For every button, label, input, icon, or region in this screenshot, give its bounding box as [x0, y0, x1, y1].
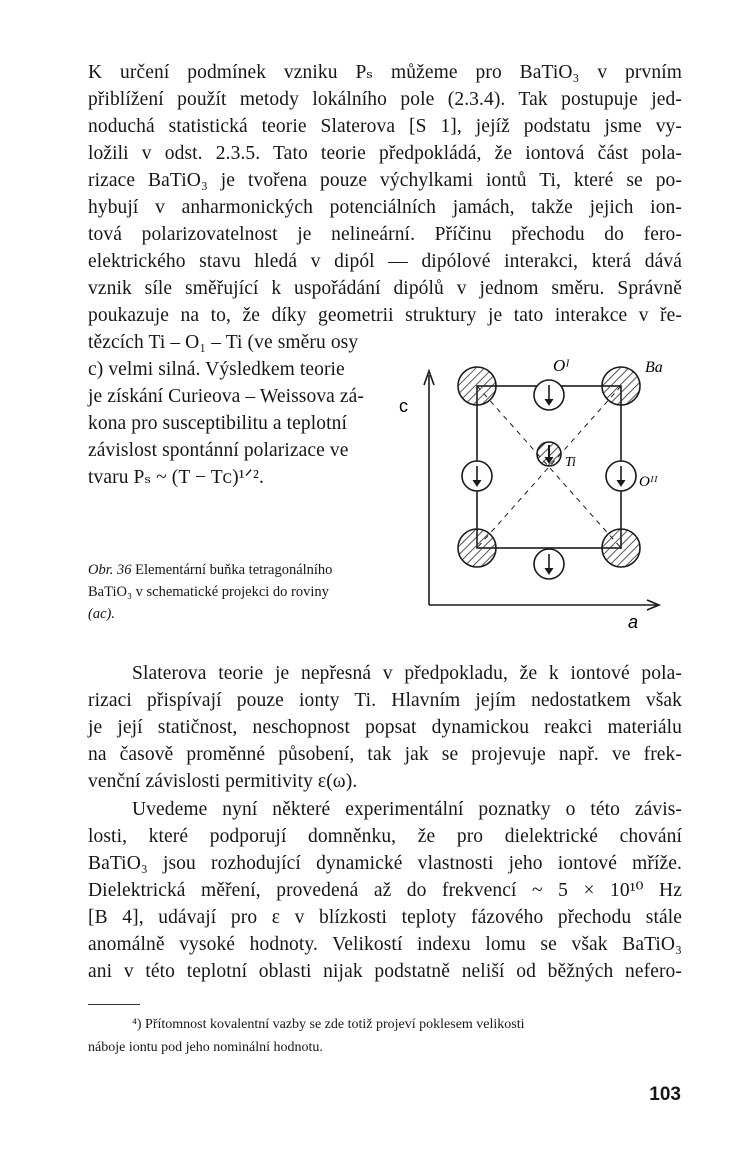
paragraph1-line: noduchá statistická teorie Slaterova [S 1], jejíž podstatu jsme vy- [88, 116, 682, 137]
footnote-line: ⁴) Přítomnost kovalentní vazby se zde totiž projeví poklesem velikosti [132, 1017, 525, 1032]
paragraph1-narrow-line: c) velmi silná. Výsledkem teorie [88, 359, 345, 380]
figure-caption-text: Elementární buňka tetragonálního [135, 562, 333, 578]
paragraph1-line: tová polarizovatelnost je nelineární. Příčinu přechodu do fero- [88, 224, 682, 245]
paragraph3-line: BaTiO₃ jsou rozhodující dynamické vlastnosti jeho iontové mříže. [88, 853, 682, 874]
paragraph1-line: hybují v anharmonických potenciálních jamách, takže jejich ion- [88, 197, 682, 218]
page-number: 103 [649, 1084, 681, 1105]
figure-caption-line: (ac). [88, 606, 115, 622]
label-ti: Ti [565, 455, 576, 470]
paragraph1-narrow-line: závislost spontánní polarizace ve [88, 440, 349, 461]
paragraph2-line: je její statičnost, neschopnost popsat dynamickou reakci materiálu [88, 717, 682, 738]
ba-atom [458, 529, 496, 567]
paragraph3-line: losti, které podporují domněnku, že pro dielektrické chování [88, 826, 682, 847]
paragraph1-line: K určení podmínek vzniku Pₛ můžeme pro BaTiO₃ v prvním [88, 62, 682, 83]
unit-cell-diagram [395, 355, 685, 635]
paragraph3-line: ani v této teplotní oblasti nijak podstatně neliší od běžných nefero- [88, 961, 682, 982]
paragraph3-line: [B 4], udávají pro ε v blízkosti teploty fázového přechodu stále [88, 907, 682, 928]
paragraph3-line: Uvedeme nyní některé experimentální poznatky o této závis- [132, 799, 682, 820]
paragraph2-line: na časově proměnné působení, tak jak se projevuje např. ve frek- [88, 744, 682, 765]
paragraph1-line: vznik síle směřující k uspořádání dipólů v jednom směru. Správně [88, 278, 682, 299]
footnote-rule [88, 1004, 140, 1005]
paragraph1-narrow-line: je získání Curieova – Weissova zá- [88, 386, 365, 407]
label-c-axis: c [399, 396, 408, 416]
ba-atom [602, 529, 640, 567]
paragraph1-line: poukazuje na to, že díky geometrii struktury je tato interakce v ře- [88, 305, 682, 326]
paragraph3-line: Dielektrická měření, provedená až do frekvencí ~ 5 × 10¹⁰ Hz [88, 880, 682, 901]
paragraph1-line: elektrického stavu hledá v dipól — dipólové interakci, která dává [88, 251, 682, 272]
paragraph1-narrow-line: tězcích Ti – O₁ – Ti (ve směru osy [88, 332, 359, 353]
paragraph1-line: přiblížení použít metody lokálního pole (2.3.4). Tak postupuje jed- [88, 89, 682, 110]
label-ba: Ba [645, 359, 663, 376]
footnote-line: náboje iontu pod jeho nominální hodnotu. [88, 1040, 323, 1055]
paragraph3-line: anomálně vysoké hodnoty. Velikostí indexu lomu se však BaTiO₃ [88, 934, 682, 955]
ba-atom [458, 367, 496, 405]
figure-caption-label: Obr. 36 [88, 562, 132, 578]
paragraph2-line: Slaterova teorie je nepřesná v předpokladu, že k iontové pola- [132, 663, 682, 684]
figure-caption [88, 560, 332, 581]
paragraph1-narrow-line: tvaru Pₛ ~ (T − Tᴄ)¹ᐟ². [88, 467, 264, 488]
figure-caption-line: BaTiO₃ v schematické projekci do roviny [88, 584, 329, 600]
paragraph2-line: venční závislosti permitivity ε(ω). [88, 771, 358, 792]
paragraph1-line: ložili v odst. 2.3.5. Tato teorie předpokládá, že iontová část pola- [88, 143, 682, 164]
paragraph1-narrow-line: kona pro susceptibilitu a teplotní [88, 413, 348, 434]
paragraph1-line: rizace BaTiO₃ je tvořena pouze výchylkami iontů Ti, které se po- [88, 170, 682, 191]
ba-atom [602, 367, 640, 405]
label-oi: Oᴵ [553, 356, 570, 375]
label-a-axis: a [628, 612, 639, 632]
label-oii: Oᴵᴵ [639, 474, 658, 490]
paragraph2-line: rizaci přispívají pouze ionty Ti. Hlavním jejím nedostatkem však [88, 690, 682, 711]
